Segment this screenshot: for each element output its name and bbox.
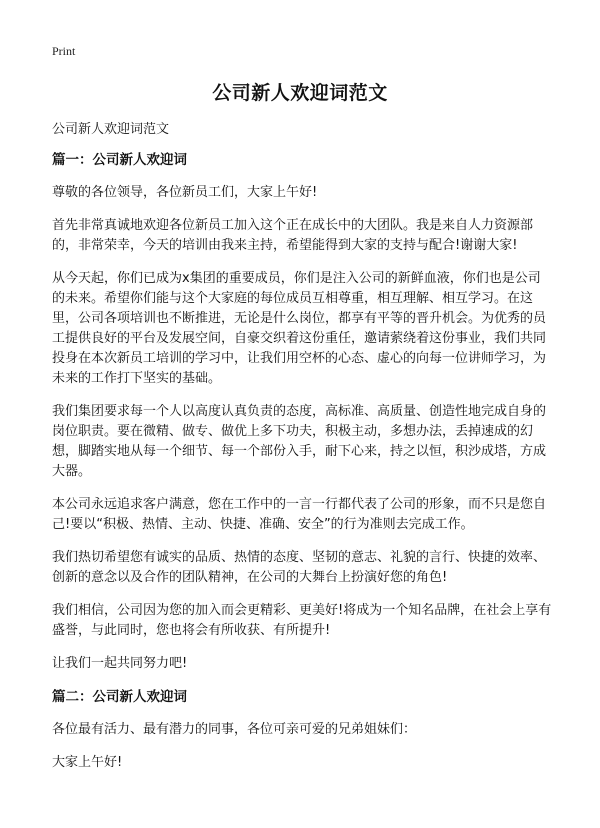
paragraph: 大家上午好! <box>52 755 123 770</box>
article-subtitle: 公司新人欢迎词范文 <box>52 122 170 137</box>
paragraph: 我们相信，公司因为您的加入而会更精彩、更美好!将成为一个知名品牌，在社会上享有盛誉，与此同时，您也将会有所收获、有所提升! <box>52 603 552 638</box>
paragraph: 我们集团要求每一个人以高度认真负责的态度，高标准、高质量、创造性地完成自身的岗位职责。要在微精、做专、做优上多下功夫，积极主动，多想办法，丢掉速成的幻想，脚踏实地从每一个细节、每一个部份入手，耐下心来，持之以恒，积沙成塔，方成大器。 <box>52 404 547 479</box>
page-title: 公司新人欢迎词范文 <box>212 82 388 104</box>
print-link[interactable]: Print <box>52 44 76 58</box>
article-body <box>52 120 552 786</box>
paragraph: 各位最有活力、最有潜力的同事，各位可亲可爱的兄弟姐妹们： <box>52 722 417 737</box>
section-heading-2: 篇二：公司新人欢迎词 <box>52 689 187 705</box>
paragraph: 首先非常真诚地欢迎各位新员工加入这个正在成长中的大团队。我是来自人力资源部的，非常荣幸，今天的培训由我来主持，希望能得到大家的支持与配合!谢谢大家! <box>52 218 534 253</box>
section-heading-1: 篇一：公司新人欢迎词 <box>52 152 187 168</box>
paragraph: 从今天起，你们已成为x集团的重要成员，你们是注入公司的新鲜血液，你们也是公司的未来。希望你们能与这个大家庭的每位成员互相尊重，相互理解、相互学习。在这里，公司各项培训也不断推进，无论是什么岗位，都享有平等的晋升机会。为优秀的员工提供良好的平台及发展空间，自豪交织着这份重任，邀请萦绕着这份事业，我们共同投身在本次新员工培训的学习中，让我们用空杯的心态、虚心的向每一位讲师学习，为未来的工作打下坚实的基础。 <box>52 271 547 386</box>
paragraph: 本公司永远追求客户满意，您在工作中的一言一行都代表了公司的形象，而不只是您自己!要以“积极、热情、主动、快捷、准确、安全”的行为准则去完成工作。 <box>52 497 547 532</box>
paragraph: 让我们一起共同努力吧! <box>52 656 188 671</box>
paragraph: 我们热切希望您有诚实的品质、热情的态度、坚韧的意志、礼貌的言行、快捷的效率、创新的意念以及合作的团队精神，在公司的大舞台上扮演好您的角色! <box>52 550 547 585</box>
paragraph: 尊敬的各位领导，各位新员工们，大家上午好! <box>52 185 318 200</box>
